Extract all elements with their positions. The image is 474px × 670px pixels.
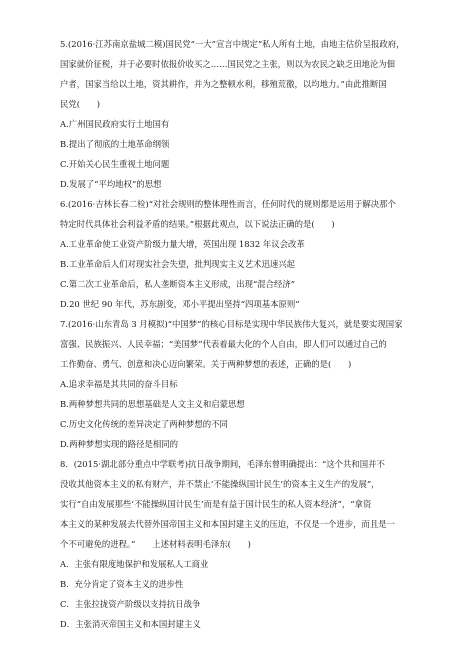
question-5-option-d: D.发展了“平均地权”的思想 <box>60 179 162 189</box>
question-8-option-b: B．充分肯定了资本主义的进步性 <box>60 579 184 589</box>
question-5 <box>60 34 420 194</box>
question-5-option-c: C.开始关心民生重视土地问题 <box>60 159 170 169</box>
question-5-line: 5.(2016·江苏南京盐城二模)国民党“一大”宣言中规定“私人所有土地，由地主估价呈报政府， <box>60 39 405 49</box>
question-6-line: 特定时代具体社会利益矛盾的结果。”根据此观点，以下说法正确的是( ) <box>60 219 335 229</box>
question-6-line: 6.(2016·吉林长春二检)“对社会规则的整体理性而言，任何时代的规则都是运用于解决那个 <box>60 199 396 209</box>
question-7-line: 富强、民族振兴、人民幸福；“美国梦”代表着最大化的个人自由，即人们可以通过自己的 <box>60 339 387 349</box>
question-7-option-a: A.追求幸福是其共同的奋斗目标 <box>60 379 178 389</box>
question-5-line: 民党( ) <box>60 99 101 109</box>
question-8 <box>60 454 420 634</box>
question-8-line: 个不可避免的进程。” 上述材料表明毛泽东( ) <box>60 539 251 549</box>
question-6-option-d: D.20 世纪 90 年代，苏东剧变，邓小平提出坚持“四项基本原则” <box>60 299 300 309</box>
question-7 <box>60 314 420 454</box>
question-7-option-b: B.两种梦想共同的思想基础是人文主义和启蒙思想 <box>60 399 245 409</box>
question-8-line: 实行“自由发展那些‘不能操纵国计民生’而是有益于国计民生的私人资本经济”，“拿资 <box>60 499 372 509</box>
question-5-option-b: B.提出了彻底的土地革命纲领 <box>60 139 170 149</box>
question-5-line: 户者，国家当给以土地，资其耕作，并为之整顿水利，移殖荒徼，以均地力。”由此推断国 <box>60 79 387 89</box>
question-7-line: 工作勤奋、勇气、创意和决心迈向繁荣。关于两种梦想的表述，正确的是( ) <box>60 359 352 369</box>
question-7-option-d: D.两种梦想实现的路径是相同的 <box>60 439 178 449</box>
question-6-option-c: C.第二次工业革命后，私人垄断资本主义形成，出现“混合经济” <box>60 279 296 289</box>
question-8-line: 没收其他资本主义的私有财产，并不禁止‘不能操纵国计民生’的资本主义生产的发展”， <box>60 479 380 489</box>
question-6 <box>60 194 420 314</box>
question-5-line: 国家就价征税，并于必要时依报价收买之……国民党之主张，则以为农民之缺乏田地沦为佃 <box>60 59 395 69</box>
question-6-option-a: A.工业革命使工业资产阶级力量大增，英国出现 1832 年议会改革 <box>60 239 305 249</box>
question-7-option-c: C.历史文化传统的差异决定了两种梦想的不同 <box>60 419 228 429</box>
question-8-option-c: C．主张拉拢资产阶级以支持抗日战争 <box>60 599 201 609</box>
question-8-option-a: A．主张有限度地保护和发展私人工商业 <box>60 559 209 569</box>
question-6-option-b: B.工业革命后人们对现实社会失望，批判现实主义艺术迅速兴起 <box>60 259 295 269</box>
question-8-line: 8．(2015·湖北部分重点中学联考)抗日战争期间，毛泽东曾明确提出：“这个共和国并不 <box>60 459 385 469</box>
question-5-option-a: A.广州国民政府实行土地国有 <box>60 119 170 129</box>
question-8-option-d: D．主张消灭帝国主义和本国封建主义 <box>60 619 201 629</box>
question-7-line: 7.(2016·山东青岛 3 月模拟)“中国梦”的核心目标是实现中华民族伟大复兴，就是要实现国家 <box>60 319 403 329</box>
question-8-line: 本主义的某种发展去代替外国帝国主义和本国封建主义的压迫，不仅是一个进步，而且是一 <box>60 519 395 529</box>
